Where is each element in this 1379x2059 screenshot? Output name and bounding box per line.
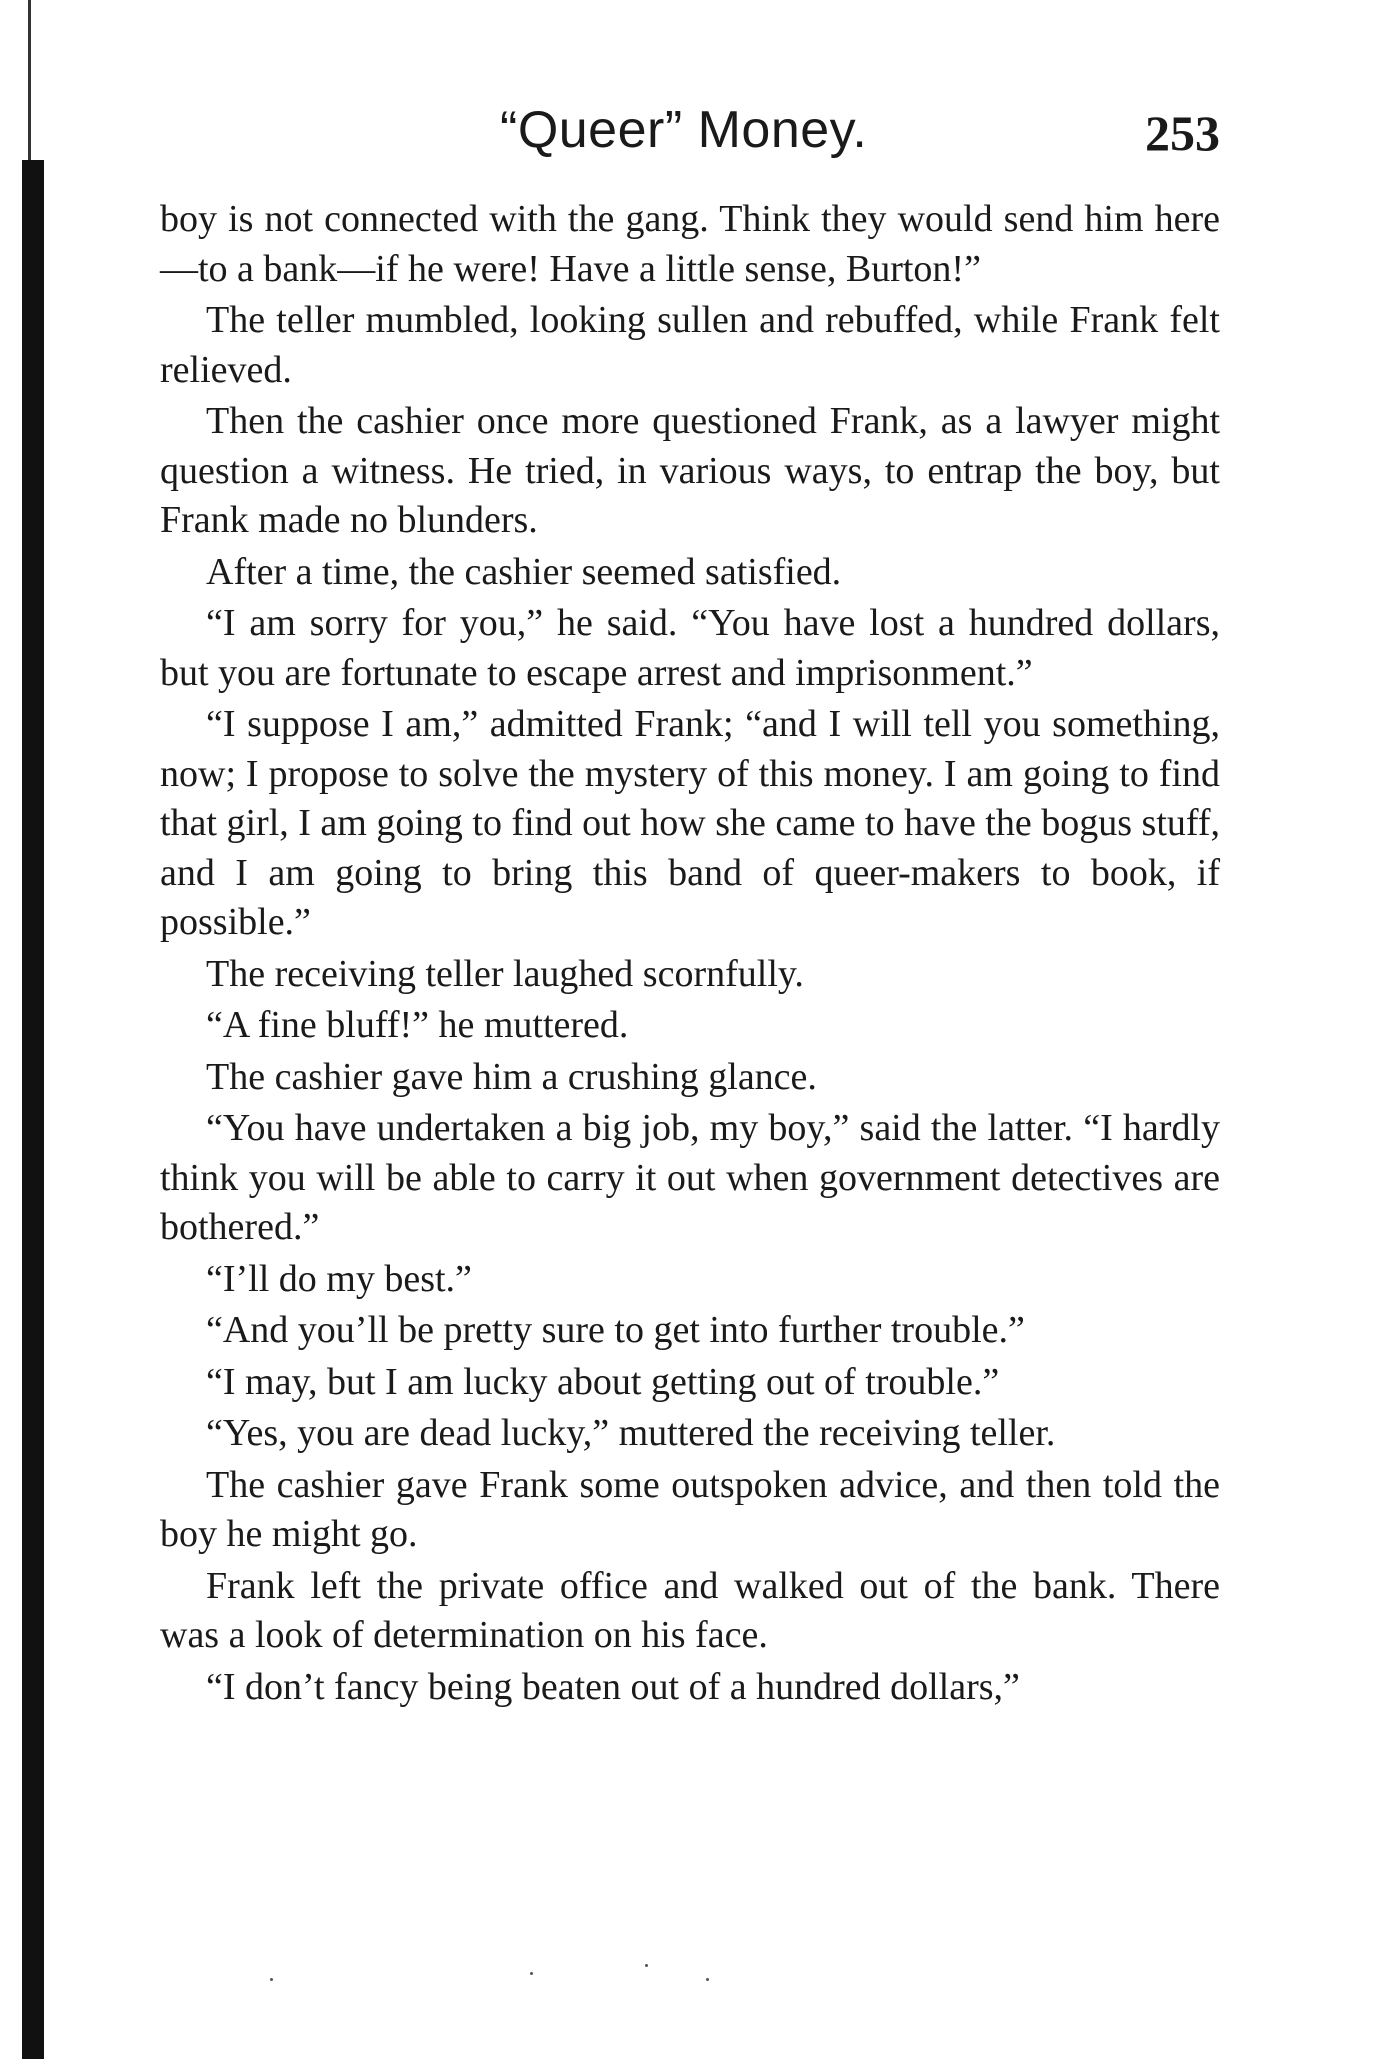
paragraph: The cashier gave Frank some outspoken advice, and then told the boy he might go. xyxy=(160,1463,1220,1555)
paragraph: “I don’t fancy being beaten out of a hundred dollars,” xyxy=(206,1665,1020,1708)
paragraph: The teller mumbled, looking sullen and rebuffed, while Frank felt relieved. xyxy=(160,299,1220,391)
book-gutter-line xyxy=(28,0,31,160)
body-text xyxy=(160,195,1220,1714)
print-speck xyxy=(645,1964,648,1967)
paragraph: Then the cashier once more questioned Frank, as a lawyer might question a witness. He tried, in various ways, to entrap the boy, but Frank made no blunders. xyxy=(160,400,1220,541)
paragraph: After a time, the cashier seemed satisfied. xyxy=(206,550,842,593)
paragraph: boy is not connected with the gang. Think they would send him here—to a bank—if he were! Have a little sense, Burton!” xyxy=(160,198,1220,290)
paragraph: “I may, but I am lucky about getting out of trouble.” xyxy=(206,1360,1000,1403)
paragraph: “I suppose I am,” admitted Frank; “and I will tell you something, now; I propose to solve the mystery of this money. I am going to find that girl, I am going to find out how she came to have the bogus stuff, and I am going to bring this band of queer-makers to book, if possible.” xyxy=(160,703,1220,943)
paragraph: Frank left the private office and walked out of the bank. There was a look of determination on his face. xyxy=(160,1564,1220,1656)
paragraph: The cashier gave him a crushing glance. xyxy=(206,1055,817,1098)
paragraph: “I am sorry for you,” he said. “You have lost a hundred dollars, but you are fortunate to escape arrest and imprisonment.” xyxy=(160,602,1220,694)
paragraph: “A fine bluff!” he muttered. xyxy=(206,1004,629,1046)
page-number: 253 xyxy=(1145,105,1220,161)
book-spine-edge xyxy=(22,160,44,2059)
paragraph: “Yes, you are dead lucky,” muttered the receiving teller. xyxy=(206,1412,1056,1454)
paragraph: “You have undertaken a big job, my boy,” said the latter. “I hardly think you will be able to carry it out when government detectives are bothered.” xyxy=(160,1107,1220,1248)
page-header xyxy=(160,100,1220,170)
paragraph: “I’ll do my best.” xyxy=(206,1257,472,1300)
print-speck xyxy=(706,1978,709,1981)
running-title: “Queer” Money. xyxy=(500,101,868,159)
print-speck xyxy=(530,1972,533,1975)
paragraph: “And you’ll be pretty sure to get into further trouble.” xyxy=(206,1309,1025,1351)
print-speck xyxy=(270,1978,273,1981)
paragraph: The receiving teller laughed scornfully. xyxy=(206,952,804,995)
